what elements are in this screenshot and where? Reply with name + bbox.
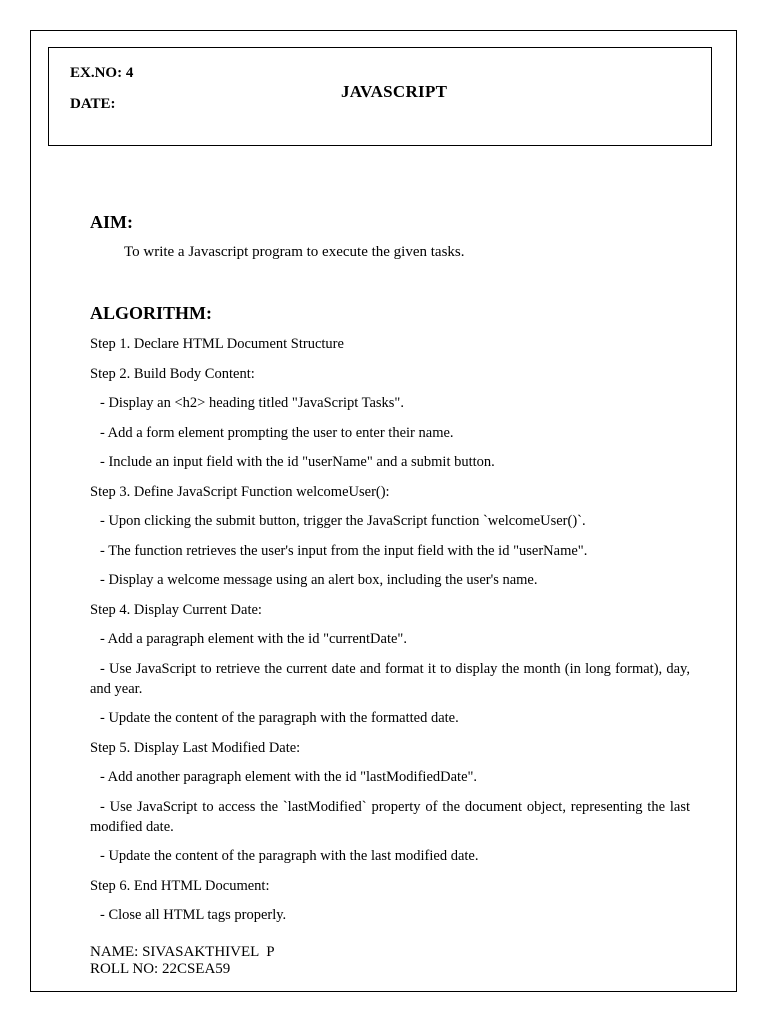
algorithm-heading: ALGORITHM: [90, 303, 213, 323]
algorithm-substep: - Add a paragraph element with the id "currentDate". [100, 631, 407, 647]
algorithm-substep: - Close all HTML tags properly. [100, 907, 287, 923]
aim-heading: AIM: [90, 212, 133, 232]
algorithm-step: Step 2. Build Body Content: [90, 365, 255, 382]
algorithm-step: Step 3. Define JavaScript Function welcomeUser(): [90, 483, 390, 500]
algorithm-substep: - Display an <h2> heading titled "JavaScript Tasks". [100, 395, 404, 411]
algorithm-substep: - Add another paragraph element with the id "lastModifiedDate". [100, 769, 478, 785]
algorithm-steps [90, 334, 690, 935]
aim-text: To write a Javascript program to execute the given tasks. [124, 244, 465, 260]
student-roll-number: ROLL NO: 22CSEA59 [90, 960, 231, 977]
algorithm-step: Step 5. Display Last Modified Date: [90, 739, 301, 756]
algorithm-substep: - Update the content of the paragraph with the formatted date. [100, 710, 459, 726]
algorithm-substep: - Add a form element prompting the user to enter their name. [100, 424, 454, 441]
page-title: JAVASCRIPT [341, 82, 448, 101]
algorithm-substep: - Include an input field with the id "userName" and a submit button. [100, 454, 495, 470]
algorithm-substep: - Display a welcome message using an alert box, including the user's name. [100, 572, 538, 588]
algorithm-substep: - Update the content of the paragraph with the last modified date. [100, 848, 479, 864]
algorithm-step: Step 4. Display Current Date: [90, 601, 262, 618]
algorithm-substep: - The function retrieves the user's input from the input field with the id "userName". [100, 542, 588, 559]
algorithm-step: Step 1. Declare HTML Document Structure [90, 336, 344, 352]
student-footer [90, 944, 275, 977]
algorithm-substep: - Use JavaScript to retrieve the current date and format it to display the month (in long format), day, and year. [90, 660, 690, 697]
algorithm-substep: - Upon clicking the submit button, trigger the JavaScript function `welcomeUser()`. [100, 513, 586, 529]
student-name: NAME: SIVASAKTHIVEL P [90, 944, 275, 960]
algorithm-substep: - Use JavaScript to access the `lastModified` property of the document object, representing the last modified date. [90, 798, 690, 835]
exercise-number: EX.NO: 4 [70, 65, 134, 81]
algorithm-step: Step 6. End HTML Document: [90, 877, 270, 894]
date-label: DATE: [70, 96, 116, 112]
